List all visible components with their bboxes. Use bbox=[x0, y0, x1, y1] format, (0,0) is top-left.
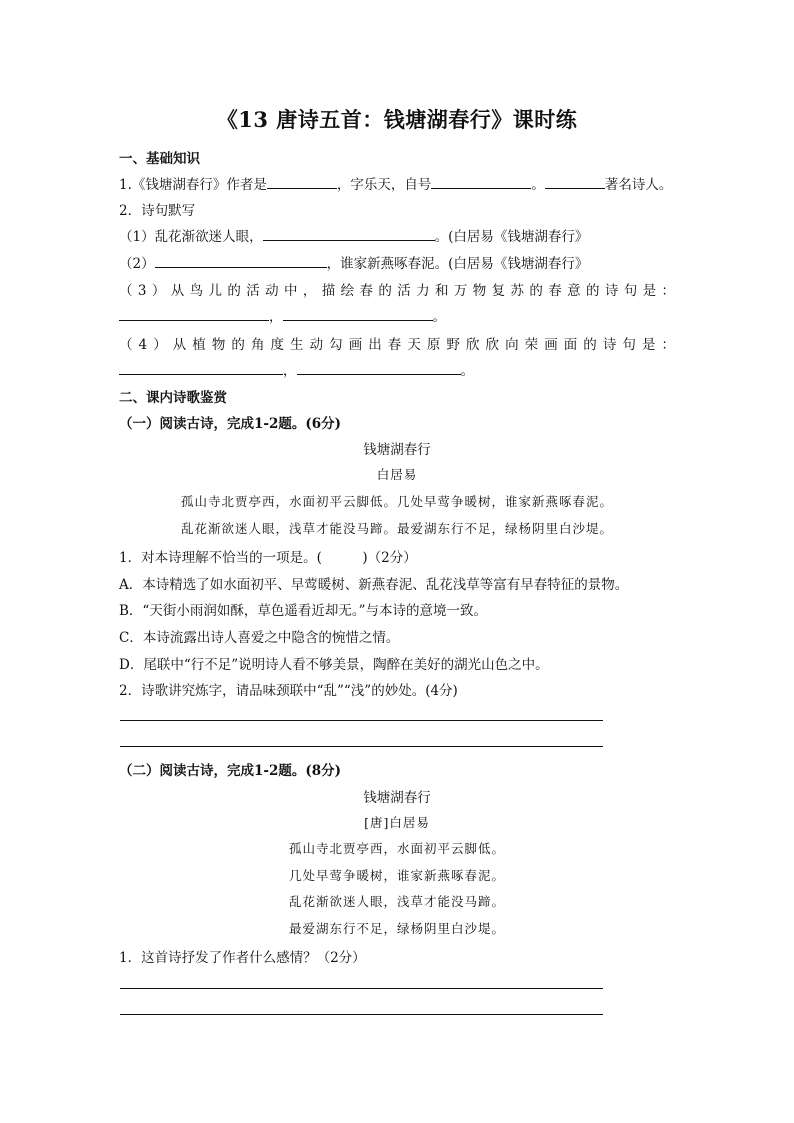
part1-poem-title: 钱塘湖春行 bbox=[363, 442, 431, 458]
part2-poem-line-4: 最爱湖东行不足，绿杨阴里白沙堤。 bbox=[288, 921, 505, 936]
part1-question-1: 1．对本诗理解不恰当的一项是。( )（2分） bbox=[119, 550, 417, 566]
question-2-1 bbox=[119, 225, 588, 245]
q2-3-sep: ， bbox=[269, 309, 283, 325]
q2-4-end: 。 bbox=[460, 363, 474, 379]
q2-1-text-b: 。(白居易《钱塘湖春行》 bbox=[434, 229, 589, 245]
q2-4-sep: ， bbox=[283, 363, 297, 379]
question-2-3: （3）从鸟儿的活动中，描绘春的活力和万物复苏的春意的诗句是： bbox=[119, 283, 675, 299]
q2-1-text-a: （1）乱花渐欲迷人眼， bbox=[119, 229, 263, 245]
q1-blank-dynasty[interactable] bbox=[545, 176, 605, 189]
q2-2-text-b: ，谁家新燕啄春泥。(白居易《钱塘湖春行》 bbox=[326, 256, 589, 272]
q2-4-blank-1[interactable] bbox=[119, 362, 283, 375]
part1-option-b: B．“天街小雨润如酥，草色遥看近却无。”与本诗的意境一致。 bbox=[119, 603, 487, 619]
q1-blank-nickname[interactable] bbox=[431, 176, 531, 189]
q2-3-blank-1[interactable] bbox=[119, 308, 269, 321]
question-2-3-answer bbox=[119, 305, 446, 325]
answer-line[interactable] bbox=[120, 720, 603, 721]
q2-3-end: 。 bbox=[432, 309, 446, 325]
question-1 bbox=[119, 173, 672, 193]
answer-line[interactable] bbox=[120, 988, 603, 989]
q1-text-d: 著名诗人。 bbox=[604, 177, 673, 193]
q2-2-blank[interactable] bbox=[155, 255, 327, 268]
part1-poem-line-1: 孤山寺北贾亭西，水面初平云脚低。几处早莺争暖树，谁家新燕啄春泥。 bbox=[180, 494, 613, 509]
part2-poem-line-1: 孤山寺北贾亭西，水面初平云脚低。 bbox=[288, 841, 505, 856]
part2-poem-line-3: 乱花渐欲迷人眼，浅草才能没马蹄。 bbox=[288, 894, 505, 909]
q1-text-b: ，字乐天，自号 bbox=[336, 177, 432, 193]
part1-heading: （一）阅读古诗，完成1-2题。(6分) bbox=[119, 416, 342, 432]
q2-4-blank-2[interactable] bbox=[297, 362, 461, 375]
answer-line[interactable] bbox=[120, 746, 603, 747]
q2-1-blank[interactable] bbox=[263, 228, 435, 241]
question-2-4-answer bbox=[119, 359, 474, 379]
part1-question-2: 2．诗歌讲究炼字，请品味颈联中“乱”“浅”的妙处。(4分) bbox=[119, 683, 458, 699]
question-2-heading: 2．诗句默写 bbox=[119, 203, 196, 219]
section-heading-poetry: 二、课内诗歌鉴赏 bbox=[119, 390, 227, 406]
part2-question-1: 1．这首诗抒发了作者什么感情？（2分） bbox=[119, 950, 366, 966]
q1-text-a: 1.《钱塘湖春行》作者是 bbox=[119, 177, 267, 193]
q2-2-text-a: （2） bbox=[119, 256, 155, 272]
part2-heading: （二）阅读古诗，完成1-2题。(8分) bbox=[119, 763, 342, 779]
part2-poem-line-2: 几处早莺争暖树，谁家新燕啄春泥。 bbox=[288, 868, 505, 883]
q1-text-c: 。 bbox=[531, 177, 545, 193]
part1-option-d: D．尾联中“行不足”说明诗人看不够美景，陶醉在美好的湖光山色之中。 bbox=[119, 657, 549, 673]
q2-3-blank-2[interactable] bbox=[283, 308, 433, 321]
part1-poem-author: 白居易 bbox=[376, 467, 418, 482]
part1-poem-line-2: 乱花渐欲迷人眼，浅草才能没马蹄。最爱湖东行不足，绿杨阴里白沙堤。 bbox=[180, 521, 613, 536]
part2-poem-author: [唐]白居易 bbox=[364, 815, 430, 830]
q1-blank-author[interactable] bbox=[267, 176, 337, 189]
page-title: 《13 唐诗五首：钱塘湖春行》课时练 bbox=[216, 107, 578, 132]
answer-line[interactable] bbox=[120, 1014, 603, 1015]
part2-poem-title: 钱塘湖春行 bbox=[363, 790, 431, 806]
part1-option-a: A．本诗精选了如水面初平、早莺暖树、新燕春泥、乱花浅草等富有早春特征的景物。 bbox=[119, 577, 629, 593]
question-2-4: （4）从植物的角度生动勾画出春天原野欣欣向荣画面的诗句是： bbox=[119, 337, 675, 353]
section-heading-basic: 一、基础知识 bbox=[119, 151, 200, 167]
part1-option-c: C．本诗流露出诗人喜爱之中隐含的惋惜之情。 bbox=[119, 630, 400, 646]
question-2-2 bbox=[119, 252, 588, 272]
